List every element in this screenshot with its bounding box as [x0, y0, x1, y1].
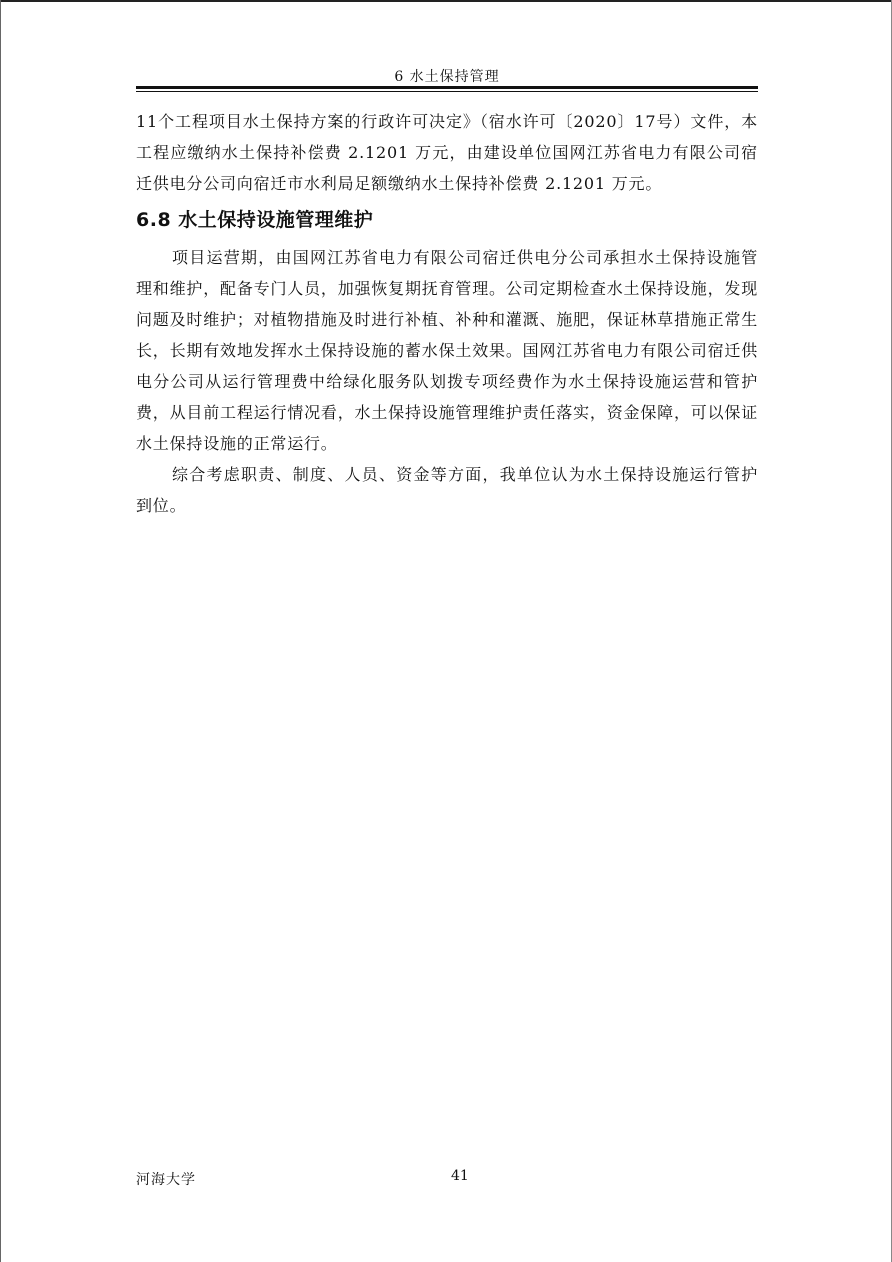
paragraph-conclusion: 综合考虑职责、制度、人员、资金等方面，我单位认为水土保持设施运行管护到位。 [136, 465, 758, 515]
intro-paragraph: 11个工程项目水土保持方案的行政许可决定》（宿水许可〔2020〕17号）文件，本工程应缴纳水土保持补偿费 2.1201 万元，由建设单位国网江苏省电力有限公司宿迁供电分公司向宿迁市水利局足额缴纳水土保持补偿费 2.1201 万元。 [136, 112, 758, 193]
section-heading: 6.8 水土保持设施管理维护 [136, 209, 374, 231]
document-body [136, 106, 758, 521]
page-top-border [0, 0, 892, 2]
page-number: 41 [451, 1168, 469, 1184]
header-rule-thin [136, 91, 758, 92]
header-rule-thick [136, 86, 758, 89]
paragraph-maintenance: 项目运营期，由国网江苏省电力有限公司宿迁供电分公司承担水土保持设施管理和维护，配备专门人员，加强恢复期抚育管理。公司定期检查水土保持设施，发现问题及时维护；对植物措施及时进行补植、补种和灌溉、施肥，保证林草措施正常生长，长期有效地发挥水土保持设施的蓄水保土效果。国网江苏省电力有限公司宿迁供电分公司从运行管理费中给绿化服务队划拨专项经费作为水土保持设施运营和管护费，从目前工程运行情况看，水土保持设施管理维护责任落实，资金保障，可以保证水土保持设施的正常运行。 [136, 248, 758, 453]
running-header: 6 水土保持管理 [394, 69, 500, 85]
footer-institution: 河海大学 [136, 1172, 196, 1188]
page-left-border [0, 0, 1, 1262]
